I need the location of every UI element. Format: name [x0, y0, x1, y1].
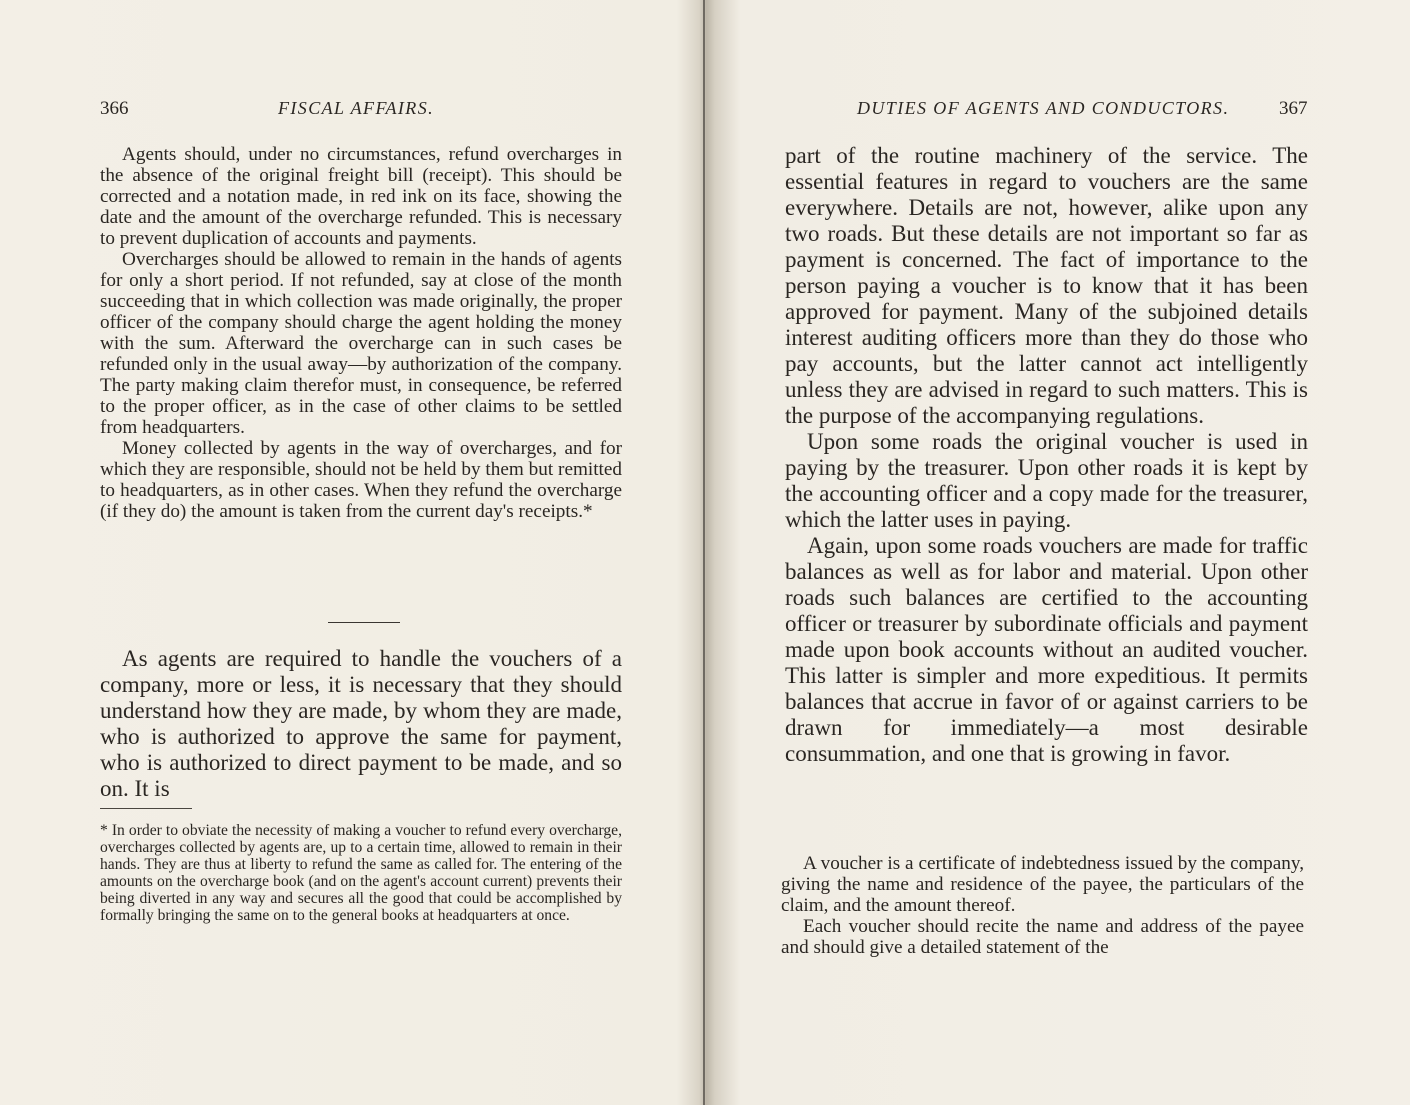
paragraph: A voucher is a certificate of indebtedness issued by the company, giving the name and residence of the payee, the particulars of the claim, and the amount thereof. [781, 853, 1304, 916]
paragraph: Money collected by agents in the way of overcharges, and for which they are responsible, should not be held by them but remitted to headquarters, as in other cases. When they refund the overcharge (if they do) the amount is taken from the current day's receipts.* [100, 438, 622, 522]
paragraph: Overcharges should be allowed to remain in the hands of agents for only a short period. If not refunded, say at close of the month succeeding that in which collection was made originally, the proper officer of the company should charge the agent holding the money with the sum. Afterward the overcharge can in such cases be refunded only in the usual away—by authorization of the company. The party making claim therefor must, in consequence, be referred to the proper officer, as in the case of other claims to be settled from headquarters. [100, 249, 622, 438]
footnote [100, 822, 622, 924]
paragraph: Agents should, under no circumstances, refund overcharges in the absence of the original freight bill (receipt). This should be corrected and a notation made, in red ink on its face, showing the date and the amount of the overcharge refunded. This is necessary to prevent duplication of accounts and payments. [100, 144, 622, 249]
page-number-right: 367 [1279, 98, 1308, 119]
paragraph: part of the routine machinery of the service. The essential features in regard to vouchers are the same everywhere. Details are not, however, alike upon any two roads. But these details are not important so far as payment is concerned. The fact of importance to the person paying a voucher is to know that it has been approved for payment. Many of the subjoined details interest auditing officers more than they do those who pay accounts, but the latter cannot act intelligently unless they are advised in regard to such matters. This is the purpose of the accompanying regulations. [785, 143, 1308, 428]
footnote-rule [100, 808, 192, 809]
footnote-text: * In order to obviate the necessity of making a voucher to refund every overcharge, overcharges collected by agents are, up to a certain time, allowed to remain in their hands. They are thus at liberty to refund the same as called for. The entering of the amounts on the overcharge book (and on the agent's account current) prevents their being diverted in any way and secures all the good that could be accomplished by formally bringing the same on to the general books at headquarters at once. [100, 822, 622, 924]
paragraph: Upon some roads the original voucher is used in paying by the treasurer. Upon other roads it is kept by the accounting officer and a copy made for the treasurer, which the latter uses in paying. [785, 429, 1308, 532]
paragraph: Each voucher should recite the name and address of the payee and should give a detailed statement of the [781, 916, 1304, 958]
paragraph: Again, upon some roads vouchers are made for traffic balances as well as for labor and material. Upon other roads such balances are certified to the accounting officer or treasurer by subordinate officials and payment made upon book accounts without an audited voucher. This latter is simpler and more expeditious. It permits balances that accrue in favor of or against carriers to be drawn for immediately—a most desirable consummation, and one that is growing in favor. [785, 533, 1308, 766]
left-large-text [100, 646, 622, 802]
page-number-left: 366 [100, 98, 129, 119]
running-head-right: DUTIES OF AGENTS AND CONDUCTORS. [857, 98, 1230, 118]
left-small-text [100, 144, 622, 522]
paragraph: As agents are required to handle the vouchers of a company, more or less, it is necessary that they should understand how they are made, by whom they are made, who is authorized to approve the same for payment, who is authorized to direct payment to be made, and so on. It is [100, 646, 622, 801]
running-head-left: FISCAL AFFAIRS. [278, 98, 434, 118]
right-large-text [785, 143, 1308, 767]
right-page [705, 0, 1410, 1105]
section-divider [328, 622, 400, 623]
right-small-text [781, 853, 1304, 958]
